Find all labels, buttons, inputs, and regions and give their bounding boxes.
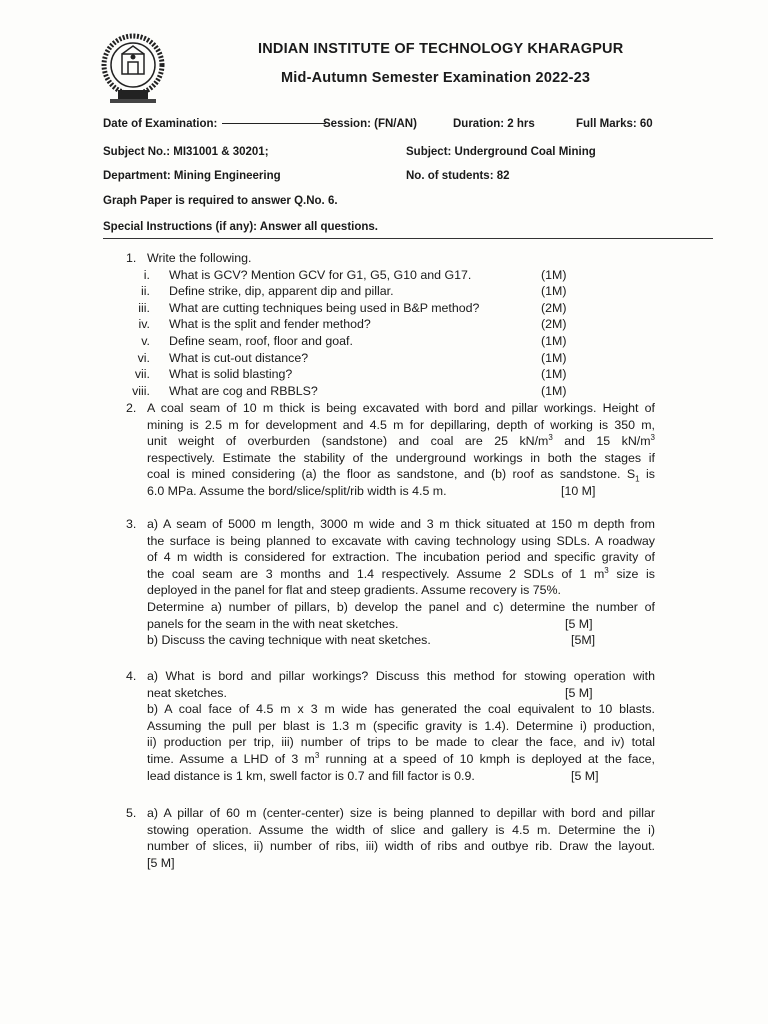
department: Department: Mining Engineering xyxy=(103,170,281,182)
q4a-marks: [5 M] xyxy=(565,685,593,700)
question-3: 3. a) A seam of 5000 m length, 3000 m wide and 3 m thick situated at 150 m depth from the surface is being planned to excavate with caving technology using SDLs. A roadway of 4 m width is considered for extraction. The incubation period and specific gravity of the coal seam are 3 months and 1.4 respectively. Assume 2 SDLs of 1 $m^3$ size is deployed in the panel for flat and steep gradients. Assume recovery is 75%. Determine a) number of pillars, b) develop the panel and c) determine the number of panels for the seam in the with neat sketches. [5 M] b) Discuss the caving technique with neat sketches. [5M] xyxy=(126,517,655,648)
number-of-students: No. of students: 82 xyxy=(406,170,510,182)
question-number: 3. xyxy=(126,517,137,531)
special-instructions: Special Instructions (if any): Answer all questions. xyxy=(103,221,378,233)
header-divider xyxy=(103,238,713,239)
date-label: Date of Examination: xyxy=(103,118,218,130)
iit-kharagpur-logo-icon xyxy=(98,32,168,106)
date-of-examination xyxy=(103,118,327,130)
full-marks-label: Full Marks: 60 xyxy=(576,118,653,130)
question-2: 2. A coal seam of 10 m thick is being excavated with bord and pillar workings. Height of mining is 2.5 m for development and 4.5 m for depillaring, depth of working is 350 m, unit weight of overburden (sandstone) and coal are 25 $kN/m^3$ and 15 $kN/m^3$ respectively. Estimate the stability of the underground workings in both the stages if coal is mined considering (a) the floor as sandstone, and (b) roof as sandstone. $S_1$ is 6.0 MPa. Assume the bord/slice/split/rib width is 4.5 m. [10 M] xyxy=(126,401,655,498)
question-number: 5. xyxy=(126,806,137,820)
q2-marks: [10 M] xyxy=(561,483,596,498)
exam-paper-page: INDIAN INSTITUTE OF TECHNOLOGY KHARAGPUR Mid-Autumn Semester Examination 2022-23 Date of Examination: Session: (FN/AN) Duration: 2 hrs Full Marks: 60 Subject No.: MI31001 & 30201; Subject: Underground Coal Mining Department: Mining Engineering No. of students: 82 Graph Paper is required to answer Q.No. 6. Special Instructions (if any): Answer all questions. 1. Write the following. i. What is GCV? Mention GCV for G1, G5, G10 and G17. (1M) ii. Define strike, dip, apparent dip and pillar. (1M) iii. What are cutting techniques being used in B&P method? (2M) iv. What is the split and fender method? (2M) v. Define seam, roof, floor and goaf. (1M) vi. What is cut-out distance? (1M) vii. What is solid blasting? (1M) viii. What are cog and RBBLS? (1M) 2. A coal seam of 10 m thick is being excavated with bord and pillar workings. Height of mining is 2.5 m for development and 4.5 m for depillaring, depth of working is 350 m, unit weight of overburden (sandstone) and coal are 25 $kN/m^3$ and 15 $kN/m^3$ respectively. Estimate the stability of the underground workings in both the stages if coal is mined considering (a) the floor as sandstone, and (b) roof as sandstone. $S_1$ is 6.0 MPa. Assume the bord/slice/split/rib width is 4.5 m. [10 M] 3. a) A seam of 5000 m length, 3000 m wide and 3 m thick situated at 150 m depth from the surface is being planned to excavate with caving technology using SDLs. A roadway of 4 m width is considered for extraction. The incubation period and specific gravity of the coal seam are 3 months and 1.4 respectively. Assume 2 SDLs of 1 $m^3$ size is deployed in the panel for flat and steep gradients. Assume recovery is 75%. Determine a) number of pillars, b) develop the panel and c) determine the number of panels for the seam in the with neat sketches. [5 M] b) Discuss the caving technique with neat sketches. [5M] 4. a) What is bord and pillar workings? Discuss this method for stowing operation with neat sketches. [5 M] b) A coal face of 4.5 m x 3 m wide has generated the coal equivalent to 10 blasts. Assuming the pull per blast is 1.3 m (specific gravity is 1.4). Determine i) production, ii) production per trip, iii) number of trips to be made to clear the face, and iv) total time. Assume a LHD of 3 $m^3$ running at a speed of 10 kmph is deployed at the face, lead distance is 1 km, swell factor is 0.7 and fill factor is 0.9. [5 M] 5. a) A pillar of 60 m (center-center) size is being planned to depillar with bord and pillar stowing operation. Assume the width of slice and gallery is 4.5 m. Determine the i) number of slices, ii) number of ribs, iii) width of ribs and outbye rib. Draw the layout. [5 M] xyxy=(0,0,768,1024)
question-number: 1. xyxy=(126,251,137,265)
subject-number: Subject No.: MI31001 & 30201; xyxy=(103,146,269,158)
date-blank-line xyxy=(222,123,326,124)
q4b-marks: [5 M] xyxy=(571,768,599,783)
question-5: 5. a) A pillar of 60 m (center-center) size is being planned to depillar with bord and pillar stowing operation. Assume the width of slice and gallery is 4.5 m. Determine the i) number of slices, ii) number of ribs, iii) width of ribs and outbye rib. Draw the layout. [5 M] xyxy=(126,806,655,870)
question-1-title: Write the following. xyxy=(147,251,252,265)
duration-label: Duration: 2 hrs xyxy=(453,118,535,130)
institute-title: INDIAN INSTITUTE OF TECHNOLOGY KHARAGPUR xyxy=(258,41,624,57)
exam-title: Mid-Autumn Semester Examination 2022-23 xyxy=(281,70,591,86)
question-number: 4. xyxy=(126,669,137,683)
question-4: 4. a) What is bord and pillar workings? Discuss this method for stowing operation with neat sketches. [5 M] b) A coal face of 4.5 m x 3 m wide has generated the coal equivalent to 10 blasts. Assuming the pull per blast is 1.3 m (specific gravity is 1.4). Determine i) production, ii) production per trip, iii) number of trips to be made to clear the face, and iv) total time. Assume a LHD of 3 $m^3$ running at a speed of 10 kmph is deployed at the face, lead distance is 1 km, swell factor is 0.7 and fill factor is 0.9. [5 M] xyxy=(126,669,655,783)
session-label: Session: (FN/AN) xyxy=(323,118,417,130)
subject-name: Subject: Underground Coal Mining xyxy=(406,146,596,158)
q5-marks: [5 M] xyxy=(147,855,175,870)
question-number: 2. xyxy=(126,401,137,415)
graph-paper-note: Graph Paper is required to answer Q.No. 6. xyxy=(103,195,338,207)
q3a-marks: [5 M] xyxy=(565,616,593,631)
q3b-marks: [5M] xyxy=(571,633,596,648)
